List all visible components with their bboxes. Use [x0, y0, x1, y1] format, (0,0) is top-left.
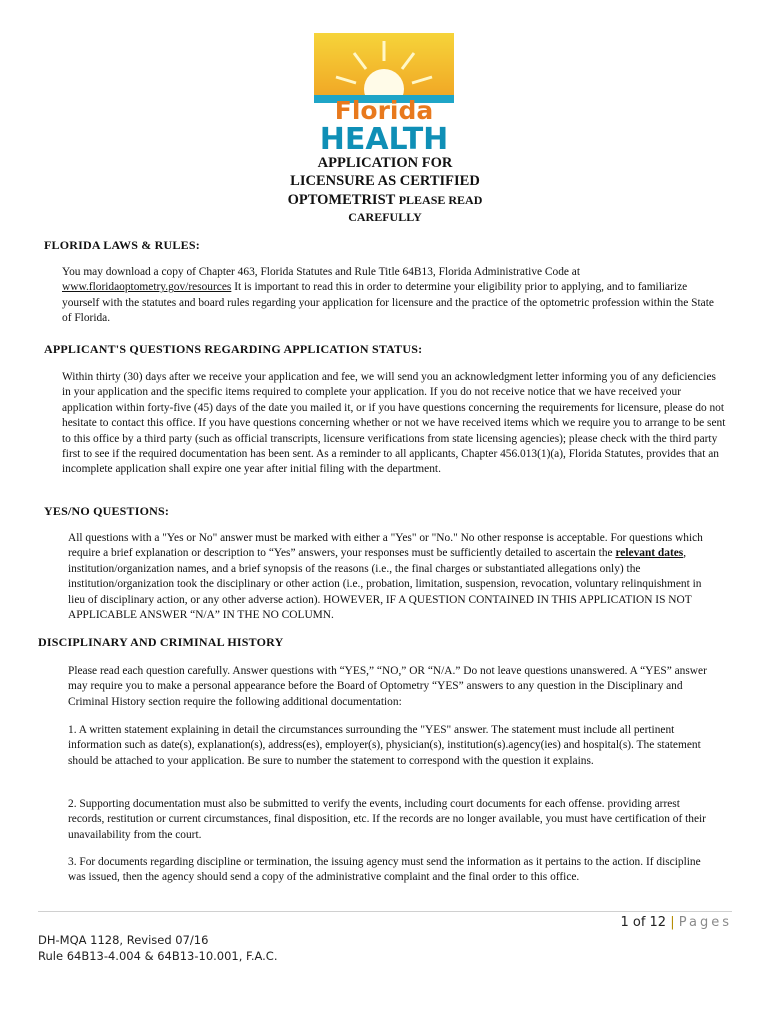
- yesno-heading: YES/NO QUESTIONS:: [44, 504, 170, 518]
- footer-info: [38, 932, 277, 964]
- florida-health-logo: [314, 33, 454, 151]
- resources-link[interactable]: www.floridaoptometry.gov/resources: [62, 281, 232, 294]
- page-word: Pages: [678, 915, 732, 930]
- page-number: [620, 915, 732, 930]
- yesno-text-after: , institution/organization names, and a brief synopsis of the reasons (i.e., the final charges or substantiated allegations only) the institution/organization took the disciplinary or other action (i.e., probation, limitation, suspension, revocation, voluntary relinquishment in lieu of disciplinary action, or any other adverse action). HOWEVER, IF A QUESTION CONTAINED IN THIS APPLICATION IS NOT APPLICABLE ANSWER “N/A” IN THE NO COLUMN.: [68, 547, 702, 622]
- yesno-paragraph: [68, 531, 704, 623]
- title-line-4: CAREFULLY: [348, 210, 422, 224]
- page-total: 12: [649, 915, 667, 930]
- laws-text-after: It is important to read this in order to determine your eligibility prior to applying, and to familiarize yourself with the statutes and board rules regarding your application for licensure and the practice of the optometric profession within the State of Florida.: [62, 281, 714, 325]
- status-paragraph: Within thirty (30) days after we receive your application and fee, we will send you an acknowledgment letter informing you of any deficiencies in your application and the specific items required to complete your application. If you do not receive notice that we have received your application within forty-five (45) days of the date you mailed it, or if you have questions concerning the requirements for licensure, please do not hesitate to contact this office. If you have questions concerning whether or not we have received items which we require you to arrange to be sent to this office by a third party (such as official transcripts, licensure verifications from state licensing agencies); please check with the third party first to see if the required documentation has been sent. As a reminder to all applicants, Chapter 456.013(1)(a), Florida Statutes, provides that an incomplete application shall expire one year after initial filing with the department.: [62, 371, 726, 476]
- page-separator: |: [670, 915, 675, 930]
- status-heading: APPLICANT'S QUESTIONS REGARDING APPLICATION STATUS:: [44, 342, 423, 356]
- page-current: 1: [620, 915, 629, 930]
- disciplinary-heading: DISCIPLINARY AND CRIMINAL HISTORY: [38, 635, 284, 649]
- logo-health-text: HEALTH: [319, 122, 449, 151]
- laws-text-before: You may download a copy of Chapter 463, Florida Statutes and Rule Title 64B13, Florida Administrative Code at: [62, 266, 581, 278]
- page-of: of: [632, 915, 646, 930]
- footer-divider: [38, 911, 732, 912]
- laws-paragraph: [62, 265, 726, 327]
- disciplinary-item-2: 2. Supporting documentation must also be submitted to verify the events, including court documents for each offense. providing arrest records, restitution or current circumstances, final disposition, etc. If the records are no longer available, you must have certification of their unavailability from the court.: [68, 798, 706, 841]
- yesno-text-before: All questions with a "Yes or No" answer must be marked with either a "Yes" or "No." No other response is acceptable. For questions which require a brief explanation or description to “Yes” answers, your responses must be sufficiently detailed to ascertain the: [68, 532, 703, 560]
- laws-heading: FLORIDA LAWS & RULES:: [44, 238, 200, 252]
- relevant-dates-emphasis: relevant dates: [615, 547, 684, 560]
- title-optometrist: OPTOMETRIST: [287, 192, 396, 208]
- disciplinary-item-3: 3. For documents regarding discipline or termination, the issuing agency must send the information as it pertains to the action. If discipline was issued, then the agency should send a copy of the administrative complaint and the final order to this office.: [68, 856, 701, 884]
- logo-florida-text: Florida: [334, 96, 434, 125]
- title-line-2: LICENSURE AS CERTIFIED: [290, 173, 480, 189]
- disciplinary-item-1: 1. A written statement explaining in detail the circumstances surrounding the "YES" answer. The statement must include all pertinent information such as date(s), explanation(s), address(es), employer(s), physician(s), institution(s).agency(ies) and hospital(s). The statement should be attached to your application. Be sure to number the statement to correspond with the question it explains.: [68, 724, 701, 767]
- title-please-read: PLEASE READ: [398, 193, 483, 207]
- title-line-1: APPLICATION FOR: [317, 155, 453, 171]
- title-line-3: [0, 192, 770, 209]
- form-id: DH-MQA 1128, Revised 07/16: [38, 933, 209, 947]
- disciplinary-intro: Please read each question carefully. Answer questions with “YES,” “NO,” OR “N/A.” Do not leave questions unanswered. A “YES” answer may require you to make a personal appearance before the Board of Optometry “YES” answers to any question in the Disciplinary and Criminal History section require the following additional documentation:: [68, 665, 707, 708]
- rule-citation: Rule 64B13-4.004 & 64B13-10.001, F.A.C.: [38, 949, 278, 963]
